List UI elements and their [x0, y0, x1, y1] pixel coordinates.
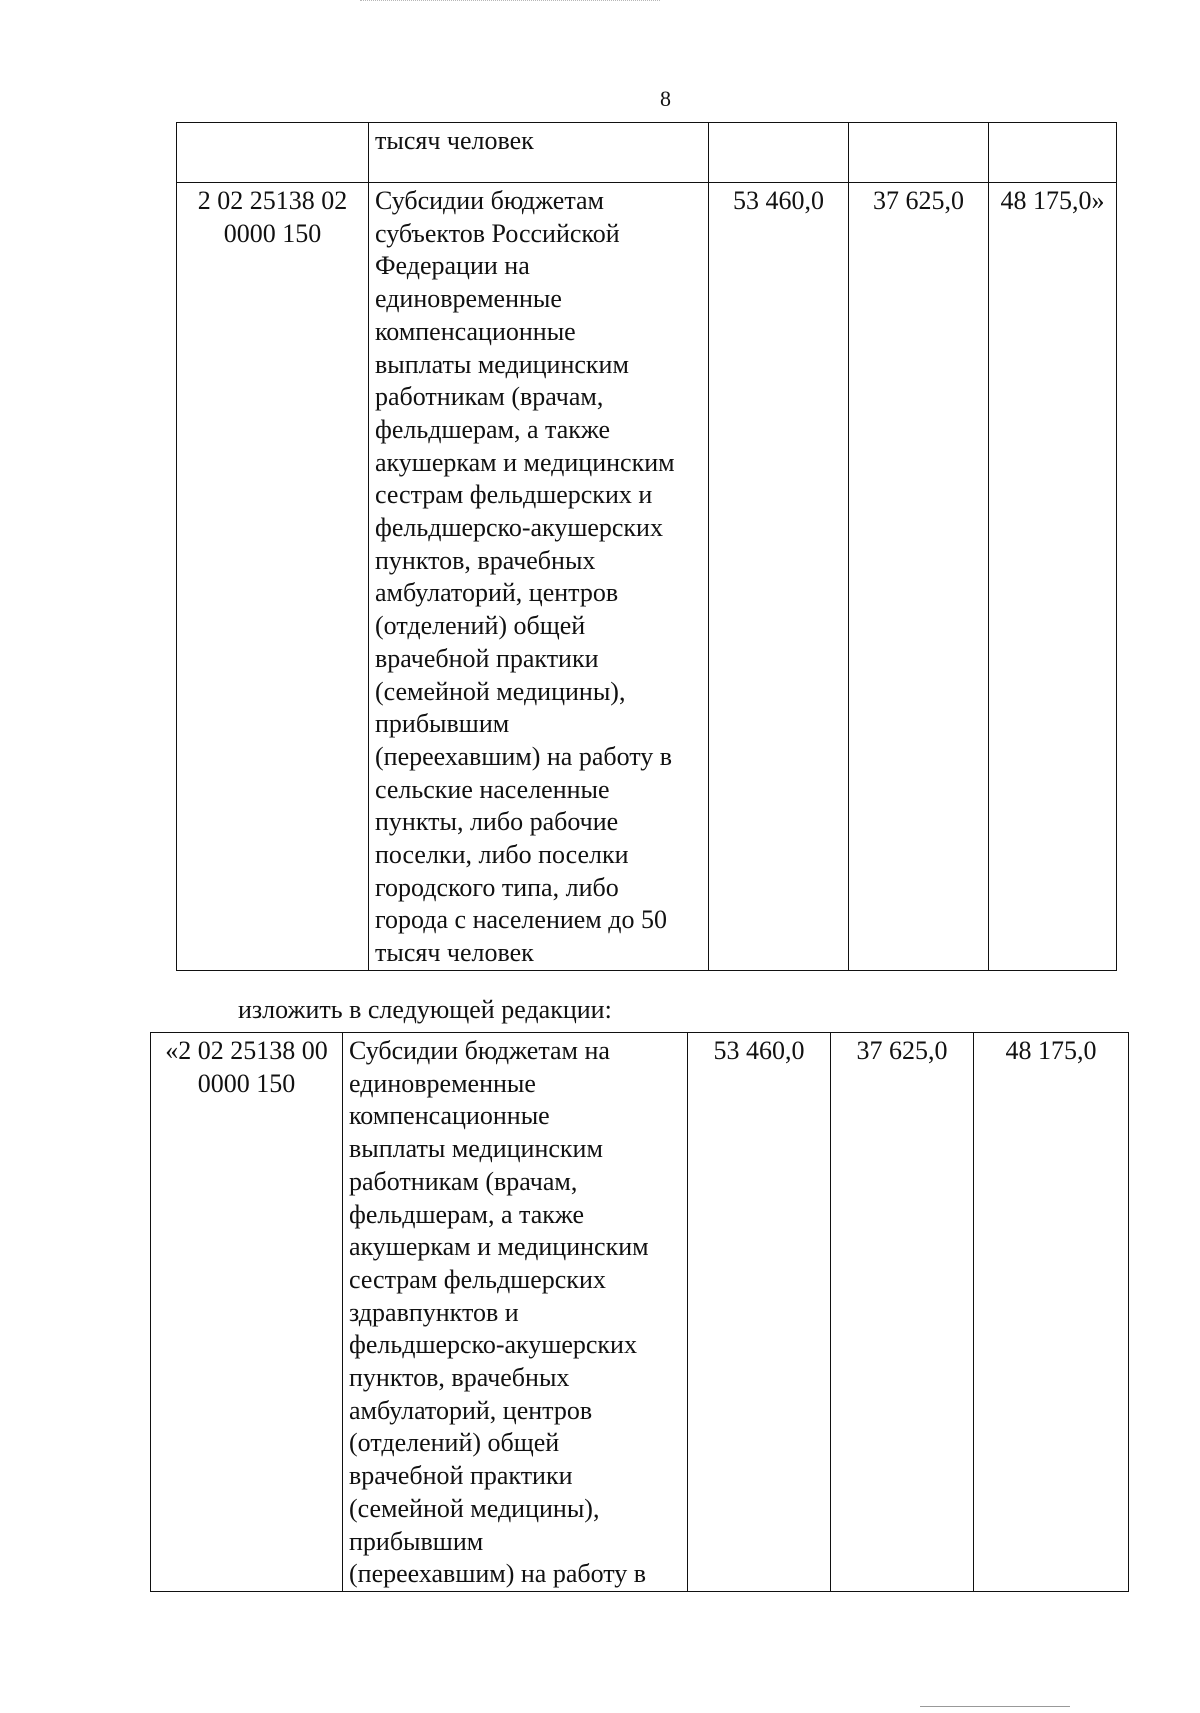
description-cell: тысяч человек [369, 123, 709, 183]
amount-cell-2: 37 625,0 [831, 1033, 974, 1592]
amount-cell-2: 37 625,0 [849, 183, 989, 971]
amount-cell-3: 48 175,0 [974, 1033, 1129, 1592]
budget-code-cell: «2 02 25138 00 0000 150 [151, 1033, 343, 1592]
description-cell: Субсидии бюджетам на единовременные компенсационные выплаты медицинским работникам (врачам, фельдшерам, а также акушеркам и медицинским сестрам фельдшерских здравпунктов и фельдшерско-акушерских пунктов, врачебных амбулаторий, центров (отделений) общей врачебной практики (семейной медицины), прибывшим (переехавшим) на работу в [343, 1033, 688, 1592]
amount-cell-2 [849, 123, 989, 183]
page-number-text: 8 [660, 86, 671, 111]
budget-table-amended [150, 1032, 1129, 1592]
amount-cell-1: 53 460,0 [688, 1033, 831, 1592]
amount-cell-1: 53 460,0 [709, 183, 849, 971]
budget-table-original [176, 122, 1117, 971]
amount-cell-1 [709, 123, 849, 183]
budget-code-cell [177, 123, 369, 183]
description-cell: Субсидии бюджетам субъектов Российской Федерации на единовременные компенсационные выплаты медицинским работникам (врачам, фельдшерам, а также акушеркам и медицинским сестрам фельдшерских и фельдшерско-акушерских пунктов, врачебных амбулаторий, центров (отделений) общей врачебной практики (семейной медицины), прибывшим (переехавшим) на работу в сельские населенные пункты, либо рабочие поселки, либо поселки городского типа, либо города с населением до 50 тысяч человек [369, 183, 709, 971]
amount-cell-3: 48 175,0» [989, 183, 1117, 971]
table-row [177, 183, 1117, 971]
scan-artifact [920, 1706, 1070, 1707]
budget-code-cell: 2 02 25138 02 0000 150 [177, 183, 369, 971]
table-row [177, 123, 1117, 183]
table-row [151, 1033, 1129, 1592]
scan-artifact [360, 0, 660, 4]
amount-cell-3 [989, 123, 1117, 183]
amendment-caption: изложить в следующей редакции: [238, 995, 612, 1024]
